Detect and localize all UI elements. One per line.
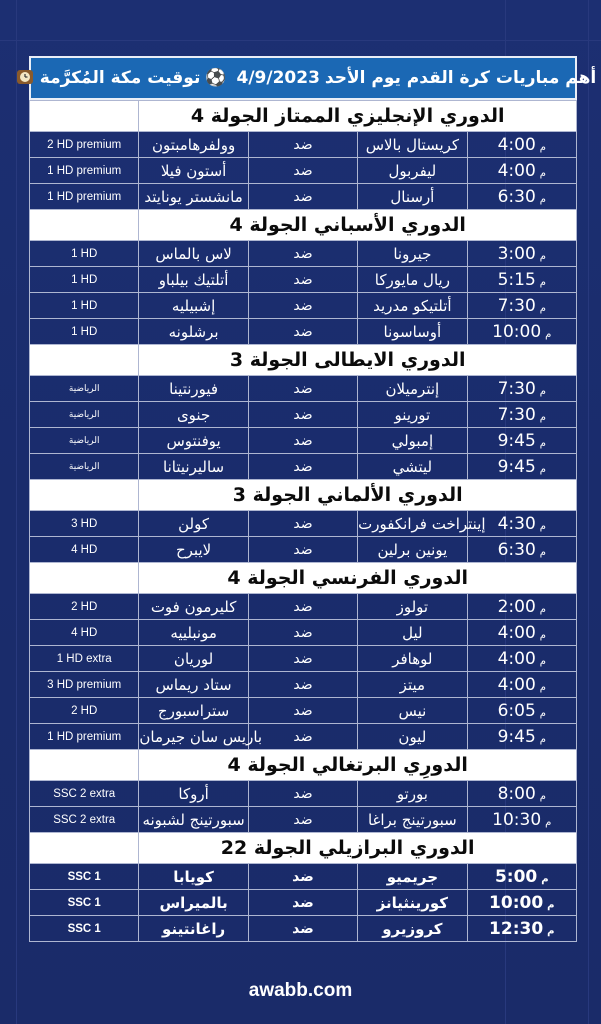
match-channel: SSC 1 [30,890,139,916]
match-time-cell [467,293,576,319]
time-suffix: م [539,603,546,615]
match-time-cell [467,241,576,267]
match-row [30,402,577,428]
match-time: 4:00 [497,648,536,669]
time-suffix: م [539,141,546,153]
match-row [30,672,577,698]
time-suffix: م [539,629,546,641]
away-team: جنوى [139,402,248,428]
away-team: لاس بالماس [139,241,248,267]
vs-label: ضد [248,184,357,210]
match-time: 4:00 [497,674,536,695]
vs-label: ضد [248,267,357,293]
time-suffix: م [547,899,555,911]
match-time-cell [467,864,576,890]
vs-label: ضد [248,132,357,158]
vs-label: ضد [248,511,357,537]
match-time: 6:30 [497,539,536,560]
vs-label: ضد [248,781,357,807]
match-time: 6:05 [497,700,536,721]
league-header [30,563,577,594]
vs-label: ضد [248,807,357,833]
match-time: 10:00 [489,892,544,913]
league-title: الدوري الإنجليزي الممتاز الجولة 4 [139,101,577,132]
match-channel: الرياضية [30,454,139,480]
match-time: 2:00 [497,596,536,617]
away-team: مانشستر يونايتد [139,184,248,210]
match-time: 10:30 [492,809,542,830]
home-team: إمبولي [358,428,467,454]
league-header [30,101,577,132]
match-time-cell [467,916,576,942]
time-suffix: م [539,193,546,205]
match-time: 9:45 [497,456,536,477]
match-time-cell [467,646,576,672]
league-header-blank [30,480,139,511]
match-row [30,319,577,345]
match-row [30,511,577,537]
match-channel: SSC 2 extra [30,781,139,807]
home-team: ليتشي [358,454,467,480]
away-team: برشلونه [139,319,248,345]
match-row [30,807,577,833]
match-row [30,293,577,319]
match-channel: SSC 1 [30,864,139,890]
away-team: أروكا [139,781,248,807]
away-team: ستاد ريماس [139,672,248,698]
time-suffix: م [539,655,546,667]
home-team: إنترميلان [358,376,467,402]
match-time-cell [467,454,576,480]
vs-label: ضد [248,454,357,480]
match-channel: 3 HD [30,511,139,537]
vs-label: ضد [248,319,357,345]
match-time: 4:30 [497,513,536,534]
league-title: الدوري الألماني الجولة 3 [139,480,577,511]
match-channel: الرياضية [30,402,139,428]
vs-label: ضد [248,293,357,319]
soccer-ball-icon: ⚽ [205,68,227,88]
league-header [30,750,577,781]
league-header [30,345,577,376]
match-time-cell [467,537,576,563]
match-row [30,890,577,916]
league-header-blank [30,833,139,864]
away-team: بالميراس [139,890,248,916]
time-suffix: م [539,463,546,475]
vs-label: ضد [248,241,357,267]
match-time: 7:30 [497,378,536,399]
league-title: الدورِي البرتغالي الجولة 4 [139,750,577,781]
match-row [30,454,577,480]
league-header [30,210,577,241]
vs-label: ضد [248,724,357,750]
match-time-cell [467,402,576,428]
match-time: 10:00 [492,321,542,342]
away-team: ستراسبورج [139,698,248,724]
away-team: إشبيليه [139,293,248,319]
title-date: 4/9/2023 [236,68,320,88]
title-text: أهم مباريات كرة القدم يوم الأحد [324,68,597,88]
away-team: فيورنتينا [139,376,248,402]
match-row [30,158,577,184]
match-row [30,184,577,210]
match-channel: 1 HD [30,319,139,345]
vs-label: ضد [248,537,357,563]
away-team: مونبلييه [139,620,248,646]
match-time-cell [467,807,576,833]
match-time-cell [467,319,576,345]
home-team: لوهافر [358,646,467,672]
time-suffix: م [539,681,546,693]
away-team: لوريان [139,646,248,672]
match-row [30,537,577,563]
match-row [30,864,577,890]
match-channel: SSC 2 extra [30,807,139,833]
home-team: تولوز [358,594,467,620]
league-title: الدوري الفرنسي الجولة 4 [139,563,577,594]
background-line [0,40,601,41]
time-suffix: م [539,546,546,558]
background-line [16,0,17,1024]
match-time: 7:30 [497,404,536,425]
home-team: ريال مايوركا [358,267,467,293]
match-channel: 1 HD extra [30,646,139,672]
site-url: awabb.com [248,980,353,1001]
home-team: سبورتينج براغا [358,807,467,833]
match-row [30,376,577,402]
league-title: الدوري الايطالى الجولة 3 [139,345,577,376]
league-header [30,480,577,511]
away-team: سبورتينج لشبونه [139,807,248,833]
away-team: يوفنتوس [139,428,248,454]
vs-label: ضد [248,864,357,890]
home-team: يونين برلين [358,537,467,563]
home-team: ليون [358,724,467,750]
match-channel: 1 HD [30,293,139,319]
match-channel: 2 HD [30,698,139,724]
vs-label: ضد [248,376,357,402]
league-header [30,833,577,864]
match-channel: 1 HD [30,267,139,293]
home-team: بورتو [358,781,467,807]
match-time: 4:00 [497,160,536,181]
match-channel: 3 HD premium [30,672,139,698]
match-row [30,267,577,293]
vs-label: ضد [248,698,357,724]
match-row [30,698,577,724]
time-suffix: م [539,250,546,262]
away-team: لايبرح [139,537,248,563]
vs-label: ضد [248,672,357,698]
league-header-blank [30,101,139,132]
home-team: نيس [358,698,467,724]
league-title: الدوري البرازيلي الجولة 22 [139,833,577,864]
match-channel: 4 HD [30,537,139,563]
match-time-cell [467,890,576,916]
away-team: كولن [139,511,248,537]
home-team: جيرونا [358,241,467,267]
match-time-cell [467,620,576,646]
match-time: 9:45 [497,726,536,747]
time-suffix: م [545,816,552,828]
match-channel: 1 HD [30,241,139,267]
home-team: أتلتيكو مدريد [358,293,467,319]
match-time-cell [467,184,576,210]
time-suffix: م [539,167,546,179]
home-team: أرسنال [358,184,467,210]
page-title [29,56,597,100]
match-time: 7:30 [497,295,536,316]
match-time: 6:30 [497,186,536,207]
league-header-blank [30,210,139,241]
league-header-blank [30,345,139,376]
vs-label: ضد [248,890,357,916]
away-team: وولفرهامبتون [139,132,248,158]
match-channel: 2 HD [30,594,139,620]
match-time-cell [467,267,576,293]
schedule-table [29,100,577,942]
match-time: 3:00 [497,243,536,264]
vs-label: ضد [248,594,357,620]
vs-label: ضد [248,402,357,428]
match-time: 9:45 [497,430,536,451]
match-row [30,241,577,267]
time-suffix: م [539,520,546,532]
away-team: كويابا [139,864,248,890]
home-team: كورينثيانز [358,890,467,916]
background-line [588,0,589,1024]
home-team: تورينو [358,402,467,428]
match-row [30,620,577,646]
match-channel: 4 HD [30,620,139,646]
match-time-cell [467,724,576,750]
match-row [30,594,577,620]
vs-label: ضد [248,158,357,184]
match-time-cell [467,781,576,807]
away-team: باريس سان جيرمان [139,724,248,750]
match-channel: SSC 1 [30,916,139,942]
match-channel: 1 HD premium [30,158,139,184]
home-team: جريميو [358,864,467,890]
away-team: راغانتينو [139,916,248,942]
match-row [30,724,577,750]
time-suffix: م [539,411,546,423]
league-header-blank [30,563,139,594]
match-channel: الرياضية [30,428,139,454]
home-team: إينتراخت فرانكفورت [358,511,467,537]
time-suffix: م [539,790,546,802]
home-team: كروزيرو [358,916,467,942]
match-channel: 1 HD premium [30,184,139,210]
home-team: ليل [358,620,467,646]
time-suffix: م [541,873,549,885]
match-time-cell [467,672,576,698]
match-time: 4:00 [497,622,536,643]
match-row [30,132,577,158]
match-row [30,916,577,942]
time-suffix: م [545,328,552,340]
away-team: كليرمون فوت [139,594,248,620]
match-time-cell [467,428,576,454]
away-team: أستون فيلا [139,158,248,184]
match-time: 5:00 [494,866,538,887]
time-suffix: م [539,707,546,719]
home-team: أوساسونا [358,319,467,345]
away-team: ساليرنيتانا [139,454,248,480]
home-team: كريستال بالاس [358,132,467,158]
match-time-cell [467,376,576,402]
time-suffix: م [539,276,546,288]
time-suffix: م [547,925,555,937]
mantel-clock-icon [15,66,35,91]
match-time: 4:00 [497,134,536,155]
match-channel: 1 HD premium [30,724,139,750]
time-suffix: م [539,302,546,314]
vs-label: ضد [248,916,357,942]
match-row [30,646,577,672]
league-title: الدوري الأسباني الجولة 4 [139,210,577,241]
title-timezone: توقيت مكة المُكرَّمة [39,68,201,88]
match-time: 5:15 [497,269,536,290]
match-time-cell [467,158,576,184]
match-channel: الرياضية [30,376,139,402]
home-team: ميتز [358,672,467,698]
vs-label: ضد [248,428,357,454]
vs-label: ضد [248,620,357,646]
league-header-blank [30,750,139,781]
match-time-cell [467,698,576,724]
vs-label: ضد [248,646,357,672]
home-team: ليفربول [358,158,467,184]
time-suffix: م [539,733,546,745]
match-time: 12:30 [489,918,544,939]
match-row [30,428,577,454]
match-time: 8:00 [497,783,536,804]
time-suffix: م [539,437,546,449]
match-channel: 2 HD premium [30,132,139,158]
match-row [30,781,577,807]
time-suffix: م [539,385,546,397]
match-time-cell [467,132,576,158]
away-team: أتلتيك بيلباو [139,267,248,293]
match-time-cell [467,594,576,620]
